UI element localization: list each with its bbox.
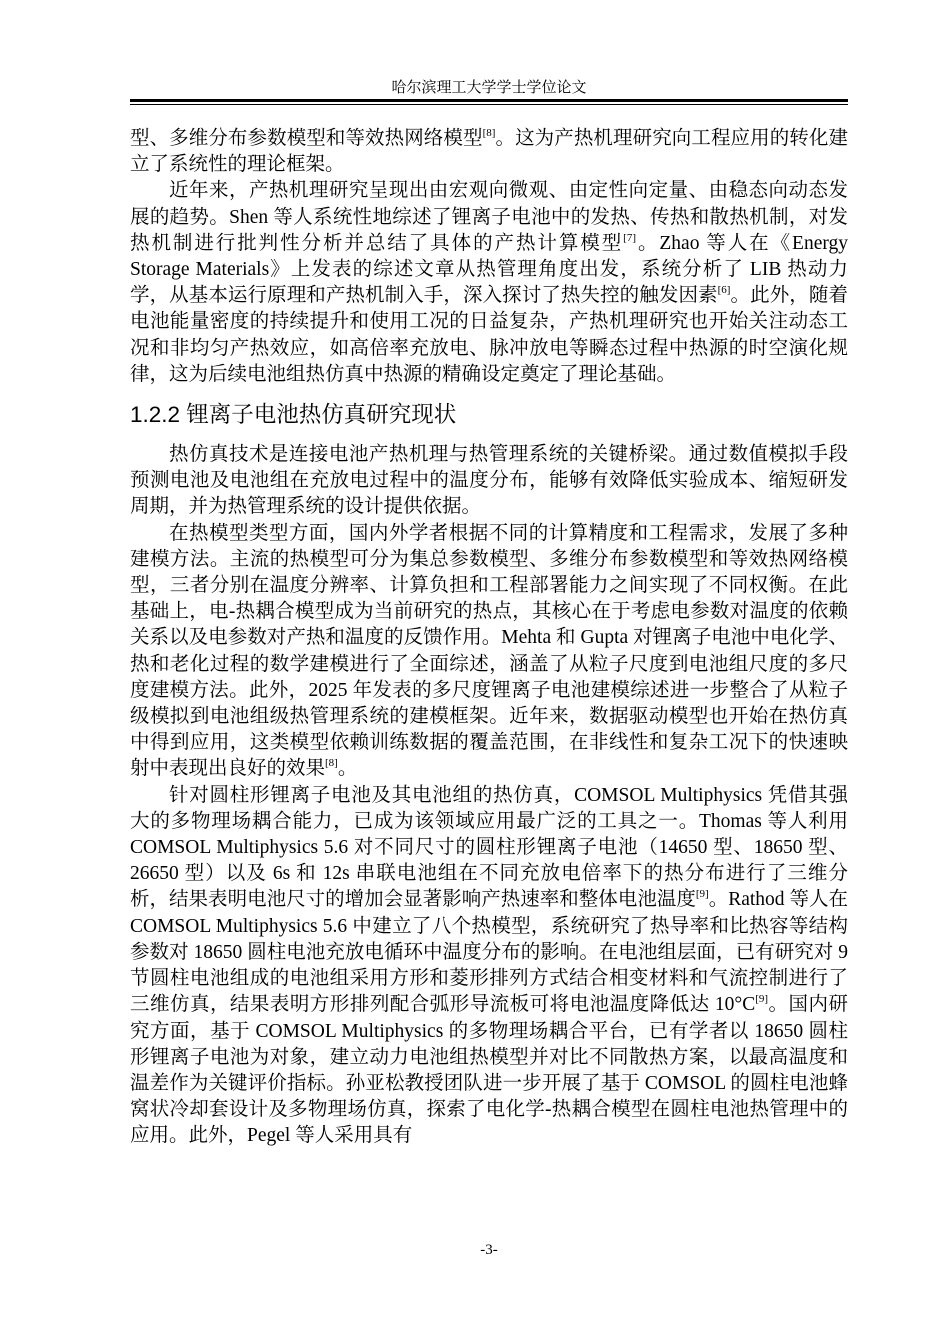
paragraph-text: 针对圆柱形锂离子电池及其电池组的热仿真，COMSOL Multiphysics 凭借其强大的多物理场耦合能力，已成为该领域应用最广泛的工具之一。Thomas 等人利用 COMSOL Multiphysics 5.6 对不同尺寸的圆柱形锂离子电池（14650 型、18650 型、26650 型）以及 6s 和 12s 串联电池组在不同充放电倍率下的热分布进行了三维分析，结果表明电池尺寸的增加会显著影响产热速率和整体电池温度 xyxy=(130,784,848,911)
header-rule-thin xyxy=(130,104,848,105)
paragraph-text: 。 xyxy=(337,758,358,780)
paragraph-text: 。国内研究方面，基于 COMSOL Multiphysics 的多物理场耦合平台，已有学者以 18650 圆柱形锂离子电池为对象，建立动力电池组热模型并对比不同散热方案，以最高温度和温差作为关键评价指标。孙亚松教授团队进一步开展了基于 COMSOL 的圆柱电池蜂窝状冷却套设计及多物理场仿真，探索了电化学-热耦合模型在圆柱电池热管理中的应用。此外，Pegel 等人采用具有 xyxy=(130,994,848,1147)
paragraph-4 xyxy=(130,521,848,783)
page-number: -3- xyxy=(480,1242,498,1258)
paragraph-text: 。Zhao 等人在《Energy Storage Materials》上发表的综述文章从热管理角度出发，系统分析了 LIB 热动力学，从基本运行原理和产热机制入手，深入探讨了热失控的触发因素 xyxy=(130,232,848,307)
citation: [8] xyxy=(325,757,338,770)
citation: [6] xyxy=(717,284,731,297)
paragraph-5 xyxy=(130,783,848,1150)
paragraph-text: 。此外，随着电池能量密度的持续提升和使用工况的日益复杂，产热机理研究也开始关注动态工况和非均匀产热效应，如高倍率充放电、脉冲放电等瞬态过程中热源的时空演化规律，这为后续电池组热仿真中热源的精确设定奠定了理论基础。 xyxy=(130,285,848,385)
citation: [9] xyxy=(695,888,709,901)
citation: [9] xyxy=(755,993,769,1006)
paragraph-2 xyxy=(130,178,848,388)
citation: [7] xyxy=(623,231,636,244)
paragraph-text: 在热模型类型方面，国内外学者根据不同的计算精度和工程需求，发展了多种建模方法。主流的热模型可分为集总参数模型、多维分布参数模型和等效热网络模型，三者分别在温度分辨率、计算负担和工程部署能力之间实现了不同权衡。在此基础上，电-热耦合模型成为当前研究的热点，其核心在于考虑电参数对温度的依赖关系以及电参数对产热和温度的反馈作用。Mehta 和 Gupta 对锂离子电池中电化学、热和老化过程的数学建模进行了全面综述，涵盖了从粒子尺度到电池组尺度的多尺度建模方法。此外，2025 年发表的多尺度锂离子电池建模综述进一步整合了从粒子级模拟到电池组级热管理系统的建模框架。近年来，数据驱动模型也开始在热仿真中得到应用，这类模型依赖训练数据的覆盖范围，在非线性和复杂工况下的快速映射中表现出良好的效果 xyxy=(130,522,848,780)
paragraph-text: 。Rathod 等人在 COMSOL Multiphysics 5.6 中建立了八个热模型，系统研究了热导率和比热容等结构参数对 18650 圆柱电池充放电循环中温度分布的影响。在电池组层面，已有研究对 9 节圆柱电池组成的电池组采用方形和菱形排列方式结合相变材料和气流控制进行了三维仿真，结果表明方形排列配合弧形导流板可将电池温度降低达 10°C xyxy=(130,889,848,1016)
paragraph-text: 型、多维分布参数模型和等效热网络模型 xyxy=(130,128,483,149)
header-rule-thick xyxy=(130,99,848,102)
body-text xyxy=(130,126,848,1150)
section-heading: 1.2.2 锂离子电池热仿真研究现状 xyxy=(130,402,457,428)
paragraph-text: 近年来，产热机理研究呈现出由宏观向微观、由定性向定量、由稳态向动态发展的趋势。Shen 等人系统性地综述了锂离子电池中的发热、传热和散热机制，对发热机制进行批判性分析并总结了具体的产热计算模型 xyxy=(130,180,848,254)
paragraph-3: 热仿真技术是连接电池产热机理与热管理系统的关键桥梁。通过数值模拟手段预测电池及电池组在充放电过程中的温度分布，能够有效降低实验成本、缩短研发周期，并为热管理系统的设计提供依据。 xyxy=(130,444,848,518)
citation: [8] xyxy=(482,127,496,139)
paragraph-text: 。这为产热机理研究向工程应用的转化建立了系统性的理论框架。 xyxy=(130,128,848,176)
paragraph-1 xyxy=(130,126,848,178)
running-header: 哈尔滨理工大学学士学位论文 xyxy=(391,80,587,96)
